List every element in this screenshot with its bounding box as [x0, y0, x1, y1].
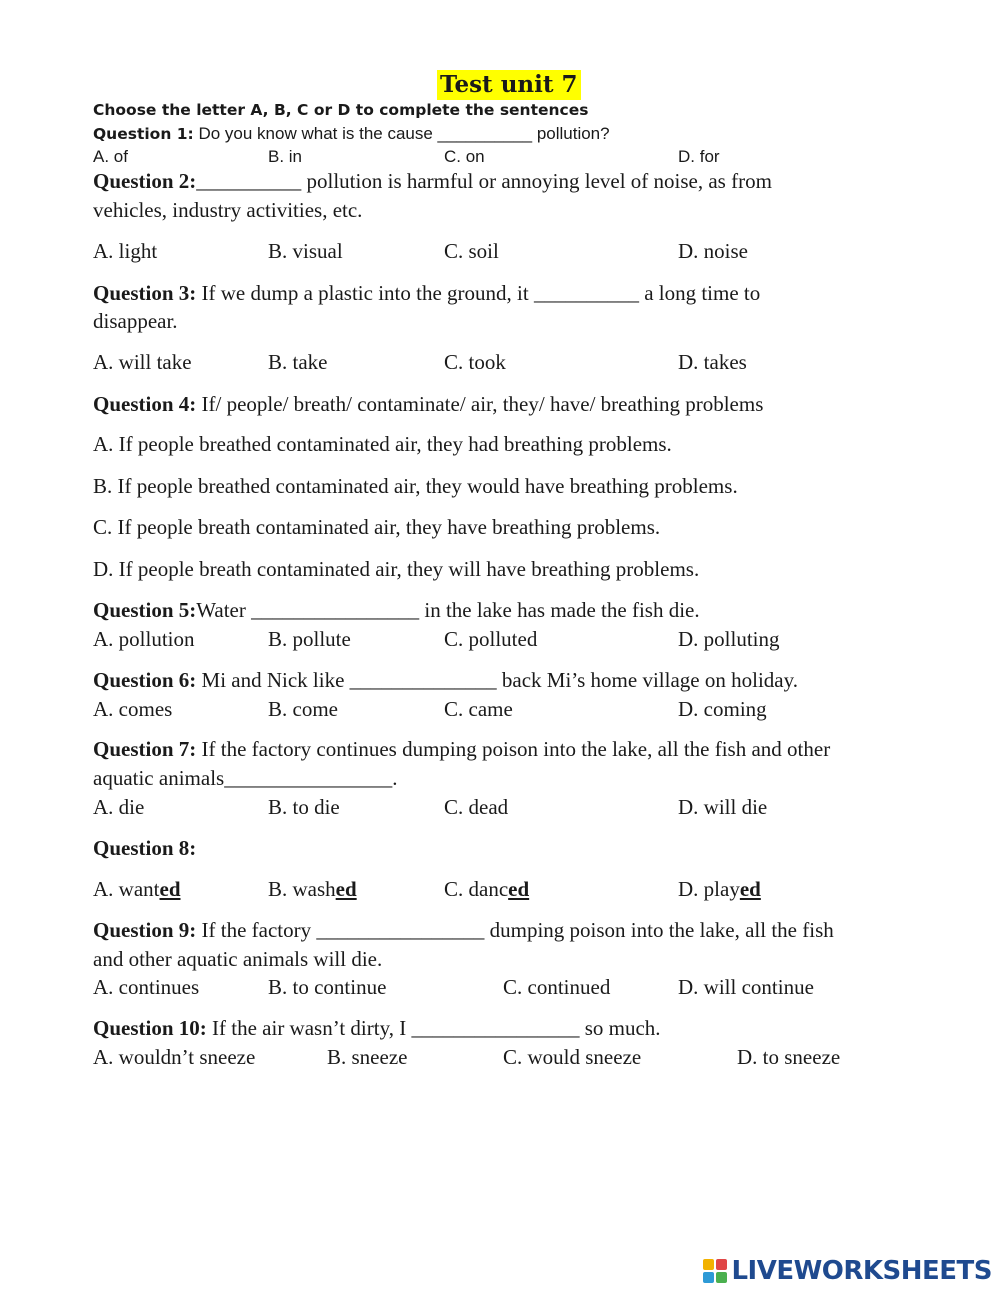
q6-option-b[interactable]: B. come [268, 697, 338, 721]
q9-option-c[interactable]: C. continued [503, 975, 611, 999]
question-1-text: Do you know what is the cause __________ pollution? [193, 124, 610, 143]
q7-option-c[interactable]: C. dead [444, 795, 509, 819]
q7-option-a[interactable]: A. die [93, 795, 145, 819]
q5-option-a[interactable]: A. pollution [93, 627, 195, 651]
q8-option-d-stem: D. play [678, 877, 740, 901]
q1-option-a[interactable]: A. of [93, 147, 128, 166]
question-5-text: Water ________________ in the lake has made the fish die. [196, 598, 700, 622]
question-2-text: __________ pollution is harmful or annoying level of noise, as from [196, 169, 772, 193]
q4-option-c[interactable]: C. If people breath contaminated air, they have breathing problems. [93, 515, 661, 539]
q7-option-d[interactable]: D. will die [678, 795, 768, 819]
q1-option-b[interactable]: B. in [268, 147, 303, 166]
question-9-label: Question 9: [93, 918, 197, 942]
question-8-label: Question 8: [93, 836, 197, 860]
question-2-text-line2: vehicles, industry activities, etc. [93, 198, 363, 222]
q10-option-c[interactable]: C. would sneeze [503, 1045, 642, 1069]
q8-option-d-ending: ed [739, 877, 761, 901]
question-4-label: Question 4: [93, 392, 197, 416]
question-9-text-line2: and other aquatic animals will die. [93, 947, 383, 971]
q8-option-c-stem: C. danc [444, 877, 509, 901]
question-1 [93, 124, 610, 144]
q8-option-a-stem: A. want [93, 877, 160, 901]
question-2-label: Question 2: [93, 169, 197, 193]
q5-option-c[interactable]: C. polluted [444, 627, 538, 651]
q3-option-d[interactable]: D. takes [678, 350, 747, 374]
question-9 [93, 918, 834, 943]
question-7-text-line2: aquatic animals________________. [93, 766, 398, 790]
q2-option-b[interactable]: B. visual [268, 239, 343, 263]
question-10-label: Question 10: [93, 1016, 207, 1040]
question-4-text: If/ people/ breath/ contaminate/ air, they/ have/ breathing problems [196, 392, 764, 416]
q5-option-b[interactable]: B. pollute [268, 627, 351, 651]
q4-option-d[interactable]: D. If people breath contaminated air, they will have breathing problems. [93, 557, 700, 581]
q6-option-d[interactable]: D. coming [678, 697, 767, 721]
liveworksheets-brand[interactable] [702, 1256, 992, 1286]
question-3-text-line2: disappear. [93, 309, 178, 333]
question-3-text: If we dump a plastic into the ground, it __________ a long time to [196, 281, 761, 305]
q10-option-d[interactable]: D. to sneeze [737, 1045, 841, 1069]
question-6-label: Question 6: [93, 668, 197, 692]
question-3-label: Question 3: [93, 281, 197, 305]
q8-option-b-ending: ed [335, 877, 357, 901]
q8-option-b-stem: B. wash [268, 877, 336, 901]
liveworksheets-logo-icon [702, 1258, 728, 1284]
q4-option-b[interactable]: B. If people breathed contaminated air, they would have breathing problems. [93, 474, 738, 498]
q6-option-c[interactable]: C. came [444, 697, 513, 721]
q2-option-a[interactable]: A. light [93, 239, 158, 263]
question-9-text: If the factory ________________ dumping poison into the lake, all the fish [196, 918, 834, 942]
question-6 [93, 668, 798, 693]
q8-option-a[interactable] [93, 877, 181, 902]
question-5-label: Question 5: [93, 598, 197, 622]
q3-option-c[interactable]: C. took [444, 350, 506, 374]
q1-option-c[interactable]: C. on [444, 147, 485, 166]
question-7 [93, 737, 830, 762]
question-10-text: If the air wasn’t dirty, I ________________ so much. [206, 1016, 661, 1040]
q8-option-c[interactable] [444, 877, 529, 902]
q2-option-d[interactable]: D. noise [678, 239, 748, 263]
q7-option-b[interactable]: B. to die [268, 795, 340, 819]
q8-option-b[interactable] [268, 877, 357, 902]
question-2 [93, 169, 772, 194]
q3-option-a[interactable]: A. will take [93, 350, 192, 374]
question-1-label: Question 1: [93, 125, 194, 143]
question-7-text: If the factory continues dumping poison into the lake, all the fish and other [196, 737, 831, 761]
q1-option-d[interactable]: D. for [678, 147, 720, 166]
instruction: Choose the letter A, B, C or D to complete the sentences [93, 101, 589, 119]
q8-option-d[interactable] [678, 877, 761, 902]
q5-option-d[interactable]: D. polluting [678, 627, 780, 651]
q10-option-b[interactable]: B. sneeze [327, 1045, 408, 1069]
question-6-text: Mi and Nick like ______________ back Mi’s home village on holiday. [196, 668, 798, 692]
q8-option-a-ending: ed [159, 877, 181, 901]
q10-option-a[interactable]: A. wouldn’t sneeze [93, 1045, 256, 1069]
page-title: Test unit 7 [437, 70, 581, 100]
question-10 [93, 1016, 661, 1041]
q4-option-a[interactable]: A. If people breathed contaminated air, they had breathing problems. [93, 432, 672, 456]
q6-option-a[interactable]: A. comes [93, 697, 173, 721]
q9-option-b[interactable]: B. to continue [268, 975, 387, 999]
brand-name: LIVEWORKSHEETS [731, 1256, 992, 1286]
q2-option-c[interactable]: C. soil [444, 239, 499, 263]
question-3 [93, 281, 760, 306]
q3-option-b[interactable]: B. take [268, 350, 328, 374]
question-7-label: Question 7: [93, 737, 197, 761]
q9-option-a[interactable]: A. continues [93, 975, 200, 999]
q9-option-d[interactable]: D. will continue [678, 975, 814, 999]
q8-option-c-ending: ed [508, 877, 530, 901]
question-5 [93, 598, 700, 623]
question-4 [93, 392, 763, 417]
